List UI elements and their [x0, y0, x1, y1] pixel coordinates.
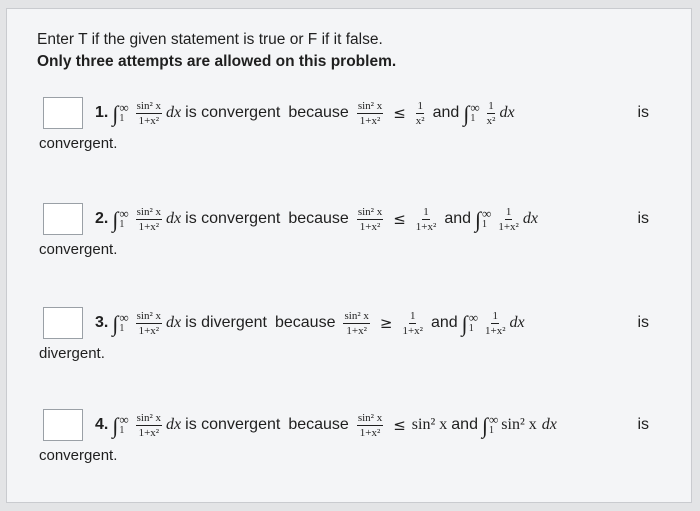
statement-1 — [95, 97, 667, 129]
lhs-fraction: $\frac{\text{sin² x}}{\text{1+x²}}$ — [357, 205, 383, 233]
verdict-text: is convergent — [185, 416, 281, 433]
statement-4 — [95, 409, 667, 441]
conclusion-text: convergent. — [39, 447, 118, 464]
integral: ∫ ∞ 1 — [112, 412, 129, 438]
dx-text: dx — [499, 104, 515, 121]
dx-text: dx — [166, 314, 182, 331]
verdict-text: is divergent — [185, 314, 267, 331]
dx-text: dx — [166, 416, 182, 433]
comparison-integrand: sin² x — [501, 416, 537, 433]
integrand-fraction: $\frac{\text{sin² x}}{\text{1+x²}}$ — [136, 99, 162, 127]
integrand-fraction: $\frac{\text{sin² x}}{\text{1+x²}}$ — [136, 411, 162, 439]
conclusion-text: convergent. — [39, 241, 118, 258]
is-text: is — [637, 210, 649, 227]
because-text: because — [288, 210, 349, 227]
integral: ∫ ∞ 1 — [112, 100, 129, 126]
and-text: and — [451, 416, 478, 433]
question-number: 2. — [95, 210, 109, 227]
dx-text: dx — [166, 210, 182, 227]
integral: ∫ ∞ 1 — [481, 412, 499, 438]
dx-text: dx — [541, 416, 557, 433]
comparison-fraction: $\frac{1}{\text{1+x²}}$ — [498, 205, 519, 233]
and-text: and — [430, 314, 458, 331]
answer-input-1[interactable] — [43, 97, 83, 129]
rhs-fraction: $\frac{1}{\text{1+x²}}$ — [415, 205, 437, 233]
relation-symbol: ≤ — [393, 210, 406, 228]
question-item-4 — [37, 409, 667, 479]
integral: ∫ ∞ 1 — [112, 310, 129, 336]
integral: ∫ ∞ 1 — [463, 100, 480, 126]
dx-text: dx — [509, 314, 525, 331]
relation-symbol: ≤ — [393, 416, 406, 434]
upper-limit: ∞ — [119, 100, 129, 115]
verdict-text: is convergent — [185, 210, 281, 227]
conclusion-text: divergent. — [39, 345, 105, 362]
integral: ∫ ∞ 1 — [475, 206, 492, 232]
integral: ∫ ∞ 1 — [461, 310, 478, 336]
relation-symbol: ≥ — [379, 314, 393, 332]
statement-3 — [95, 307, 667, 339]
comparison-fraction: $\frac{1}{\text{1+x²}}$ — [484, 309, 506, 337]
question-number: 3. — [95, 314, 109, 331]
verdict-text: is convergent — [185, 104, 281, 121]
question-item-2 — [37, 203, 667, 273]
is-text: is — [637, 314, 649, 331]
lhs-fraction: $\frac{\text{sin² x}}{\text{1+x²}}$ — [357, 411, 383, 439]
and-text: and — [432, 104, 460, 121]
instruction-text: Enter T if the given statement is true or F if it false. — [37, 31, 383, 48]
question-number: 4. — [95, 416, 109, 433]
because-text: because — [288, 416, 349, 433]
because-text: because — [288, 104, 349, 121]
comparison-fraction: $\frac{1}{\text{x²}}$ — [486, 99, 496, 127]
question-item-1 — [37, 97, 667, 167]
is-text: is — [637, 104, 649, 121]
lower-limit: 1 — [119, 113, 125, 124]
question-item-3 — [37, 307, 667, 377]
attempts-notice: Only three attempts are allowed on this problem. — [37, 53, 397, 70]
integrand-fraction: $\frac{\text{sin² x}}{\text{1+x²}}$ — [136, 309, 162, 337]
answer-input-2[interactable] — [43, 203, 83, 235]
problem-panel — [6, 8, 692, 503]
relation-symbol: ≤ — [393, 104, 406, 122]
answer-input-3[interactable] — [43, 307, 83, 339]
because-text: because — [274, 314, 336, 331]
question-number: 1. — [95, 104, 109, 121]
rhs-expression: sin² x — [411, 416, 448, 433]
statement-2 — [95, 203, 667, 235]
dx-text: dx — [522, 210, 538, 227]
integrand-fraction: $\frac{\text{sin² x}}{\text{1+x²}}$ — [136, 205, 162, 233]
lhs-fraction: $\frac{\text{sin² x}}{\text{1+x²}}$ — [344, 309, 369, 337]
is-text: is — [637, 416, 649, 433]
lhs-fraction: $\frac{\text{sin² x}}{\text{1+x²}}$ — [357, 99, 383, 127]
rhs-fraction: $\frac{1}{\text{1+x²}}$ — [402, 309, 423, 337]
integral: ∫ ∞ 1 — [112, 206, 129, 232]
conclusion-text: convergent. — [39, 135, 118, 152]
answer-input-4[interactable] — [43, 409, 83, 441]
and-text: and — [444, 210, 472, 227]
dx-text: dx — [166, 104, 182, 121]
rhs-fraction: $\frac{1}{\text{x²}}$ — [415, 99, 425, 127]
